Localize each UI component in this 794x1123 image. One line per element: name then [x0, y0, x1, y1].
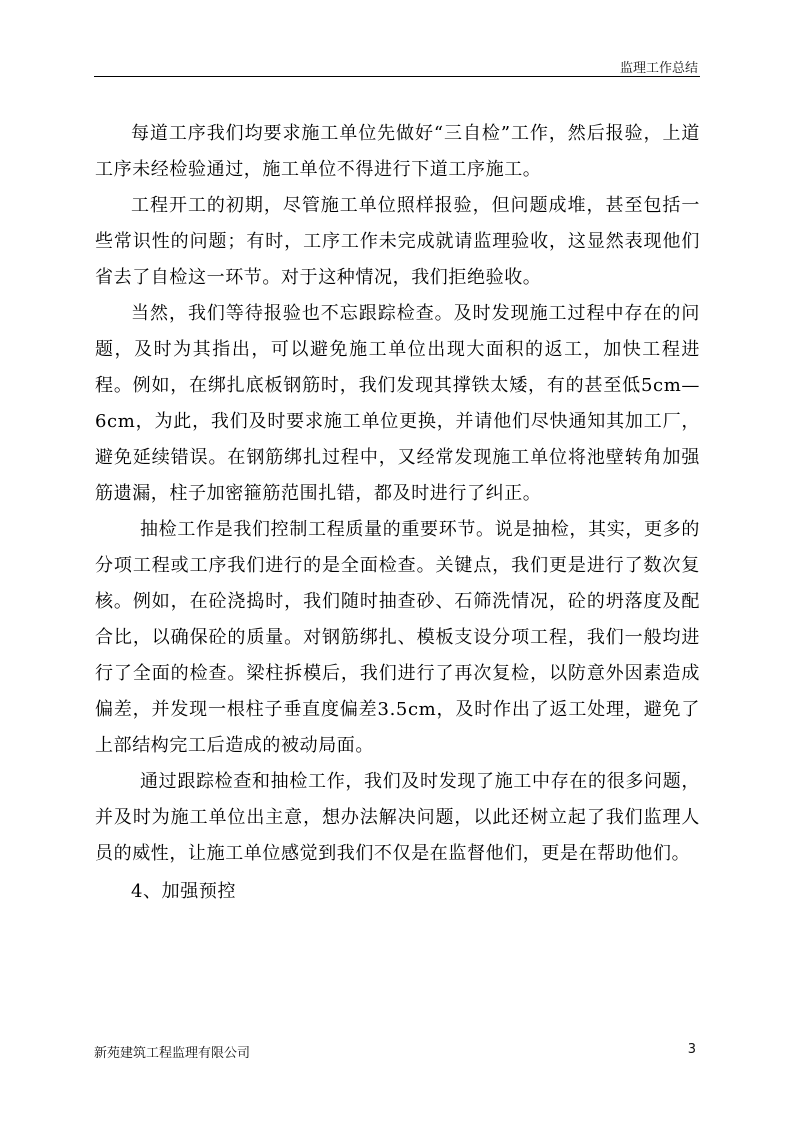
header-divider: [94, 76, 700, 77]
header-title: 监理工作总结: [619, 61, 698, 76]
paragraph-tracking-inspection: 当然，我们等待报验也不忘跟踪检查。及时发现施工过程中存在的问题，及时为其指出，可以避免施工单位出现大面积的返工，加快工程进程。例如，在绑扎底板钢筋时，我们发现其撑铁太矮，有的甚至低5cm—6cm，为此，我们及时要求施工单位更换，并请他们尽快通知其加工厂，避免延续错误。在钢筋绑扎过程中，又经常发现施工单位将池壁转角加强筋遗漏，柱子加密箍筋范围扎错，都及时进行了纠正。: [95, 303, 700, 504]
section-heading-prevention: 4、加强预控: [131, 881, 237, 902]
footer-company: 新苑建筑工程监理有限公司: [94, 1046, 251, 1061]
footer-page-number: 3: [687, 1042, 696, 1057]
document-body: [95, 116, 700, 910]
paragraph-early-stage: 工程开工的初期，尽管施工单位照样报验，但问题成堆，甚至包括一些常识性的问题；有时，工序工作未完成就请监理验收，这显然表现他们省去了自检这一环节。对于这种情况，我们拒绝验收。: [95, 195, 700, 288]
paragraph-results: 通过跟踪检查和抽检工作，我们及时发现了施工中存在的很多问题，并及时为施工单位出主意，想办法解决问题，以此还树立起了我们监理人员的威性，让施工单位感觉到我们不仅是在监督他们，更是在帮助他们。: [95, 771, 700, 864]
paragraph-self-inspection: 每道工序我们均要求施工单位先做好“三自检”工作，然后报验，上道工序未经检验通过，施工单位不得进行下道工序施工。: [95, 123, 700, 180]
paragraph-spot-check: 抽检工作是我们控制工程质量的重要环节。说是抽检，其实，更多的分项工程或工序我们进行的是全面检查。关键点，我们更是进行了数次复核。例如，在砼浇捣时，我们随时抽查砂、石筛洗情况，砼的坍落度及配合比，以确保砼的质量。对钢筋绑扎、模板支设分项工程，我们一般均进行了全面的检查。梁柱拆模后，我们进行了再次复检，以防意外因素造成偏差，并发现一根柱子垂直度偏差3.5cm，及时作出了返工处理，避免了上部结构完工后造成的被动局面。: [95, 519, 700, 756]
